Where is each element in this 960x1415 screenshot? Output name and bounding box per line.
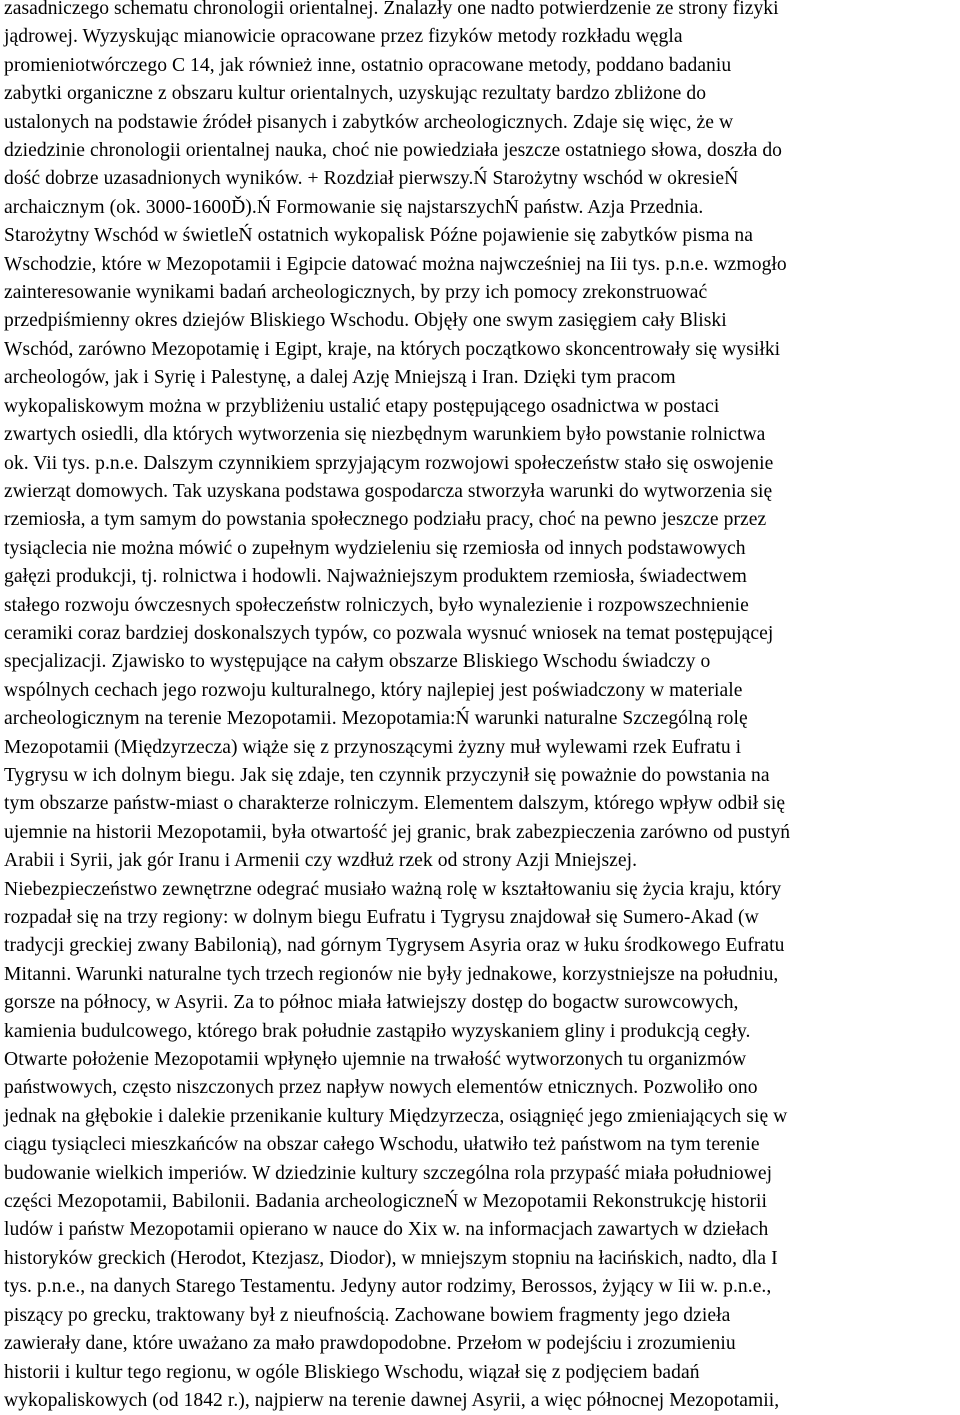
text-line: budowanie wielkich imperiów. W dziedzinie kultury szczególna rola przypaść miała południowej (4, 1162, 773, 1184)
text-line: jednak na głębokie i dalekie przenikanie kultury Międzyrzecza, osiągnięć jego zmieniających się w (4, 1105, 788, 1127)
text-line: promieniotwórczego C 14, jak również inne, ostatnio opracowane metody, poddano badaniu (4, 54, 732, 76)
text-line: ujemnie na historii Mezopotamii, była otwartość jej granic, brak zabezpieczenia zarówno od pustyń (4, 821, 791, 843)
text-line: tradycji greckiej zwany Babilonią), nad górnym Tygrysem Asyria oraz w łuku środkowego Eufratu (4, 935, 785, 957)
text-line: wykopaliskowym można w przybliżeniu ustalić etapy postępującego osadnictwa w postaci (4, 395, 720, 417)
text-line: stałego rozwoju ówczesnych społeczeństw rolniczych, było wynalezienie i rozpowszechnienie (4, 594, 749, 616)
text-line: historii i kultur tego regionu, w ogóle Bliskiego Wschodu, wiązał się z podjęciem badań (4, 1361, 700, 1383)
text-line: Starożytny Wschód w świetleŃ ostatnich wykopalisk Późne pojawienie się zabytków pisma na (4, 225, 753, 247)
text-line: zasadniczego schematu chronologii orientalnej. Znalazły one nadto potwierdzenie ze strony fizyki (4, 0, 779, 19)
text-line: tym obszarze państw-miast o charakterze rolniczym. Elementem dalszym, którego wpływ odbił się (4, 793, 786, 815)
text-line: tysiąclecia nie można mówić o zupełnym wydzieleniu się rzemiosła od innych podstawowych (4, 537, 746, 559)
text-line: Niebezpieczeństwo zewnętrzne odegrać musiało ważną rolę w kształtowaniu się życia kraju, który (4, 878, 782, 900)
text-line: ludów i państw Mezopotamii opierano w nauce do Xix w. na informacjach zawartych w dziełach (4, 1219, 769, 1241)
text-line: zwartych osiedli, dla których wytworzenia się niezbędnym warunkiem było powstanie rolnictwa (4, 424, 766, 446)
text-line: zabytki organiczne z obszaru kultur orientalnych, uzyskując rezultaty bardzo zbliżone do (4, 83, 707, 105)
text-line: kamienia budulcowego, którego brak południe zastąpiło wyzyskaniem gliny i produkcją cegły. (4, 1020, 751, 1042)
text-line: archeologów, jak i Syrię i Palestynę, a dalej Azję Mniejszą i Iran. Dzięki tym pracom (4, 367, 676, 389)
text-line: archeologicznym na terenie Mezopotamii. Mezopotamia:Ń warunki naturalne Szczególną rolę (4, 708, 748, 730)
text-line: specjalizacji. Zjawisko to występujące na całym obszarze Bliskiego Wschodu świadczy o (4, 651, 711, 673)
text-line: Wschodzie, które w Mezopotamii i Egipcie datować można najwcześniej na Iii tys. p.n.e. wzmogło (4, 253, 787, 275)
document-body (4, 0, 956, 1415)
text-line: Arabii i Syrii, jak gór Iranu i Armenii czy wzdłuż rzek od strony Azji Mniejszej. (4, 850, 638, 872)
text-line: zwierząt domowych. Tak uzyskana podstawa gospodarcza stworzyła warunki do wytworzenia się (4, 480, 773, 502)
text-line: przedpiśmienny okres dziejów Bliskiego Wschodu. Objęły one swym zasięgiem cały Bliski (4, 310, 727, 332)
text-line: państwowych, często niszczonych przez napływ nowych elementów etnicznych. Pozwoliło ono (4, 1077, 758, 1099)
text-line: jądrowej. Wyzyskując mianowicie opracowane przez fizyków metody rozkładu węgla (4, 26, 683, 48)
text-line: ok. Vii tys. p.n.e. Dalszym czynnikiem sprzyjającym rozwojowi społeczeństw stało się oswojenie (4, 452, 774, 474)
text-line: wykopaliskowych (od 1842 r.), najpierw na terenie dawnej Asyrii, a więc północnej Mezopotamii, (4, 1389, 780, 1411)
text-line: gałęzi produkcji, tj. rolnictwa i hodowli. Najważniejszym produktem rzemiosła, świadectwem (4, 566, 747, 588)
text-line: piszący po grecku, traktowany był z nieufnością. Zachowane bowiem fragmenty jego dzieła (4, 1304, 731, 1326)
text-line: Wschód, zarówno Mezopotamię i Egipt, kraje, na których początkowo skoncentrowały się wysiłki (4, 338, 781, 360)
text-line: części Mezopotamii, Babilonii. Badania archeologiczneŃ w Mezopotamii Rekonstrukcję historii (4, 1191, 768, 1213)
text-line: gorsze na północy, w Asyrii. Za to północ miała łatwiejszy dostęp do bogactw surowcowych, (4, 992, 739, 1014)
text-line: Otwarte położenie Mezopotamii wpłynęło ujemnie na trwałość wytworzonych tu organizmów (4, 1049, 747, 1071)
text-line: zawierały dane, które uważano za mało prawdopodobne. Przełom w podejściu i zrozumieniu (4, 1333, 736, 1355)
text-line: ceramiki coraz bardziej doskonalszych typów, co pozwala wysnuć wniosek na temat postępującej (4, 622, 774, 644)
text-line: tys. p.n.e., na danych Starego Testamentu. Jedyny autor rodzimy, Berossos, żyjący w Iii w. p.n.e., (4, 1276, 772, 1298)
text-line: rozpadał się na trzy regiony: w dolnym biegu Eufratu i Tygrysu znajdował się Sumero-Akad (w (4, 907, 759, 928)
text-line: ciągu tysiącleci mieszkańców na obszar całego Wschodu, ułatwiło też państwom na tym terenie (4, 1134, 760, 1156)
text-line: Tygrysu w ich dolnym biegu. Jak się zdaje, ten czynnik przyczynił się poważnie do powstania na (4, 764, 770, 786)
text-line: dość dobrze uzasadnionych wyników. + Rozdział pierwszy.Ń Starożytny wschód w okresieŃ (4, 168, 739, 190)
text-line: wspólnych cechach jego rozwoju kulturalnego, który najlepiej jest poświadczony w materiale (4, 679, 743, 701)
text-line: zainteresowanie wynikami badań archeologicznych, by przy ich pomocy zrekonstruować (4, 282, 708, 304)
text-line: historyków greckich (Herodot, Ktezjasz, Diodor), w mniejszym stopniu na łacińskich, nadto, dla I (4, 1247, 778, 1269)
text-line: ustalonych na podstawie źródeł pisanych i zabytków archeologicznych. Zdaje się więc, że w (4, 111, 734, 133)
text-line: archaicznym (ok. 3000-1600Ď).Ń Formowanie się najstarszychŃ państw. Azja Przednia. (4, 196, 704, 218)
text-line: Mitanni. Warunki naturalne tych trzech regionów nie były jednakowe, korzystniejsze na południu, (4, 963, 779, 985)
text-line: dziedzinie chronologii orientalnej nauka, choć nie powiedziała jeszcze ostatniego słowa, doszła do (4, 140, 783, 162)
text-line: Mezopotamii (Międzyrzecza) wiąże się z przynoszącymi żyzny muł wylewami rzek Eufratu i (4, 736, 742, 758)
text-line: rzemiosła, a tym samym do powstania społecznego podziału pracy, choć na pewno jeszcze przez (4, 509, 767, 531)
